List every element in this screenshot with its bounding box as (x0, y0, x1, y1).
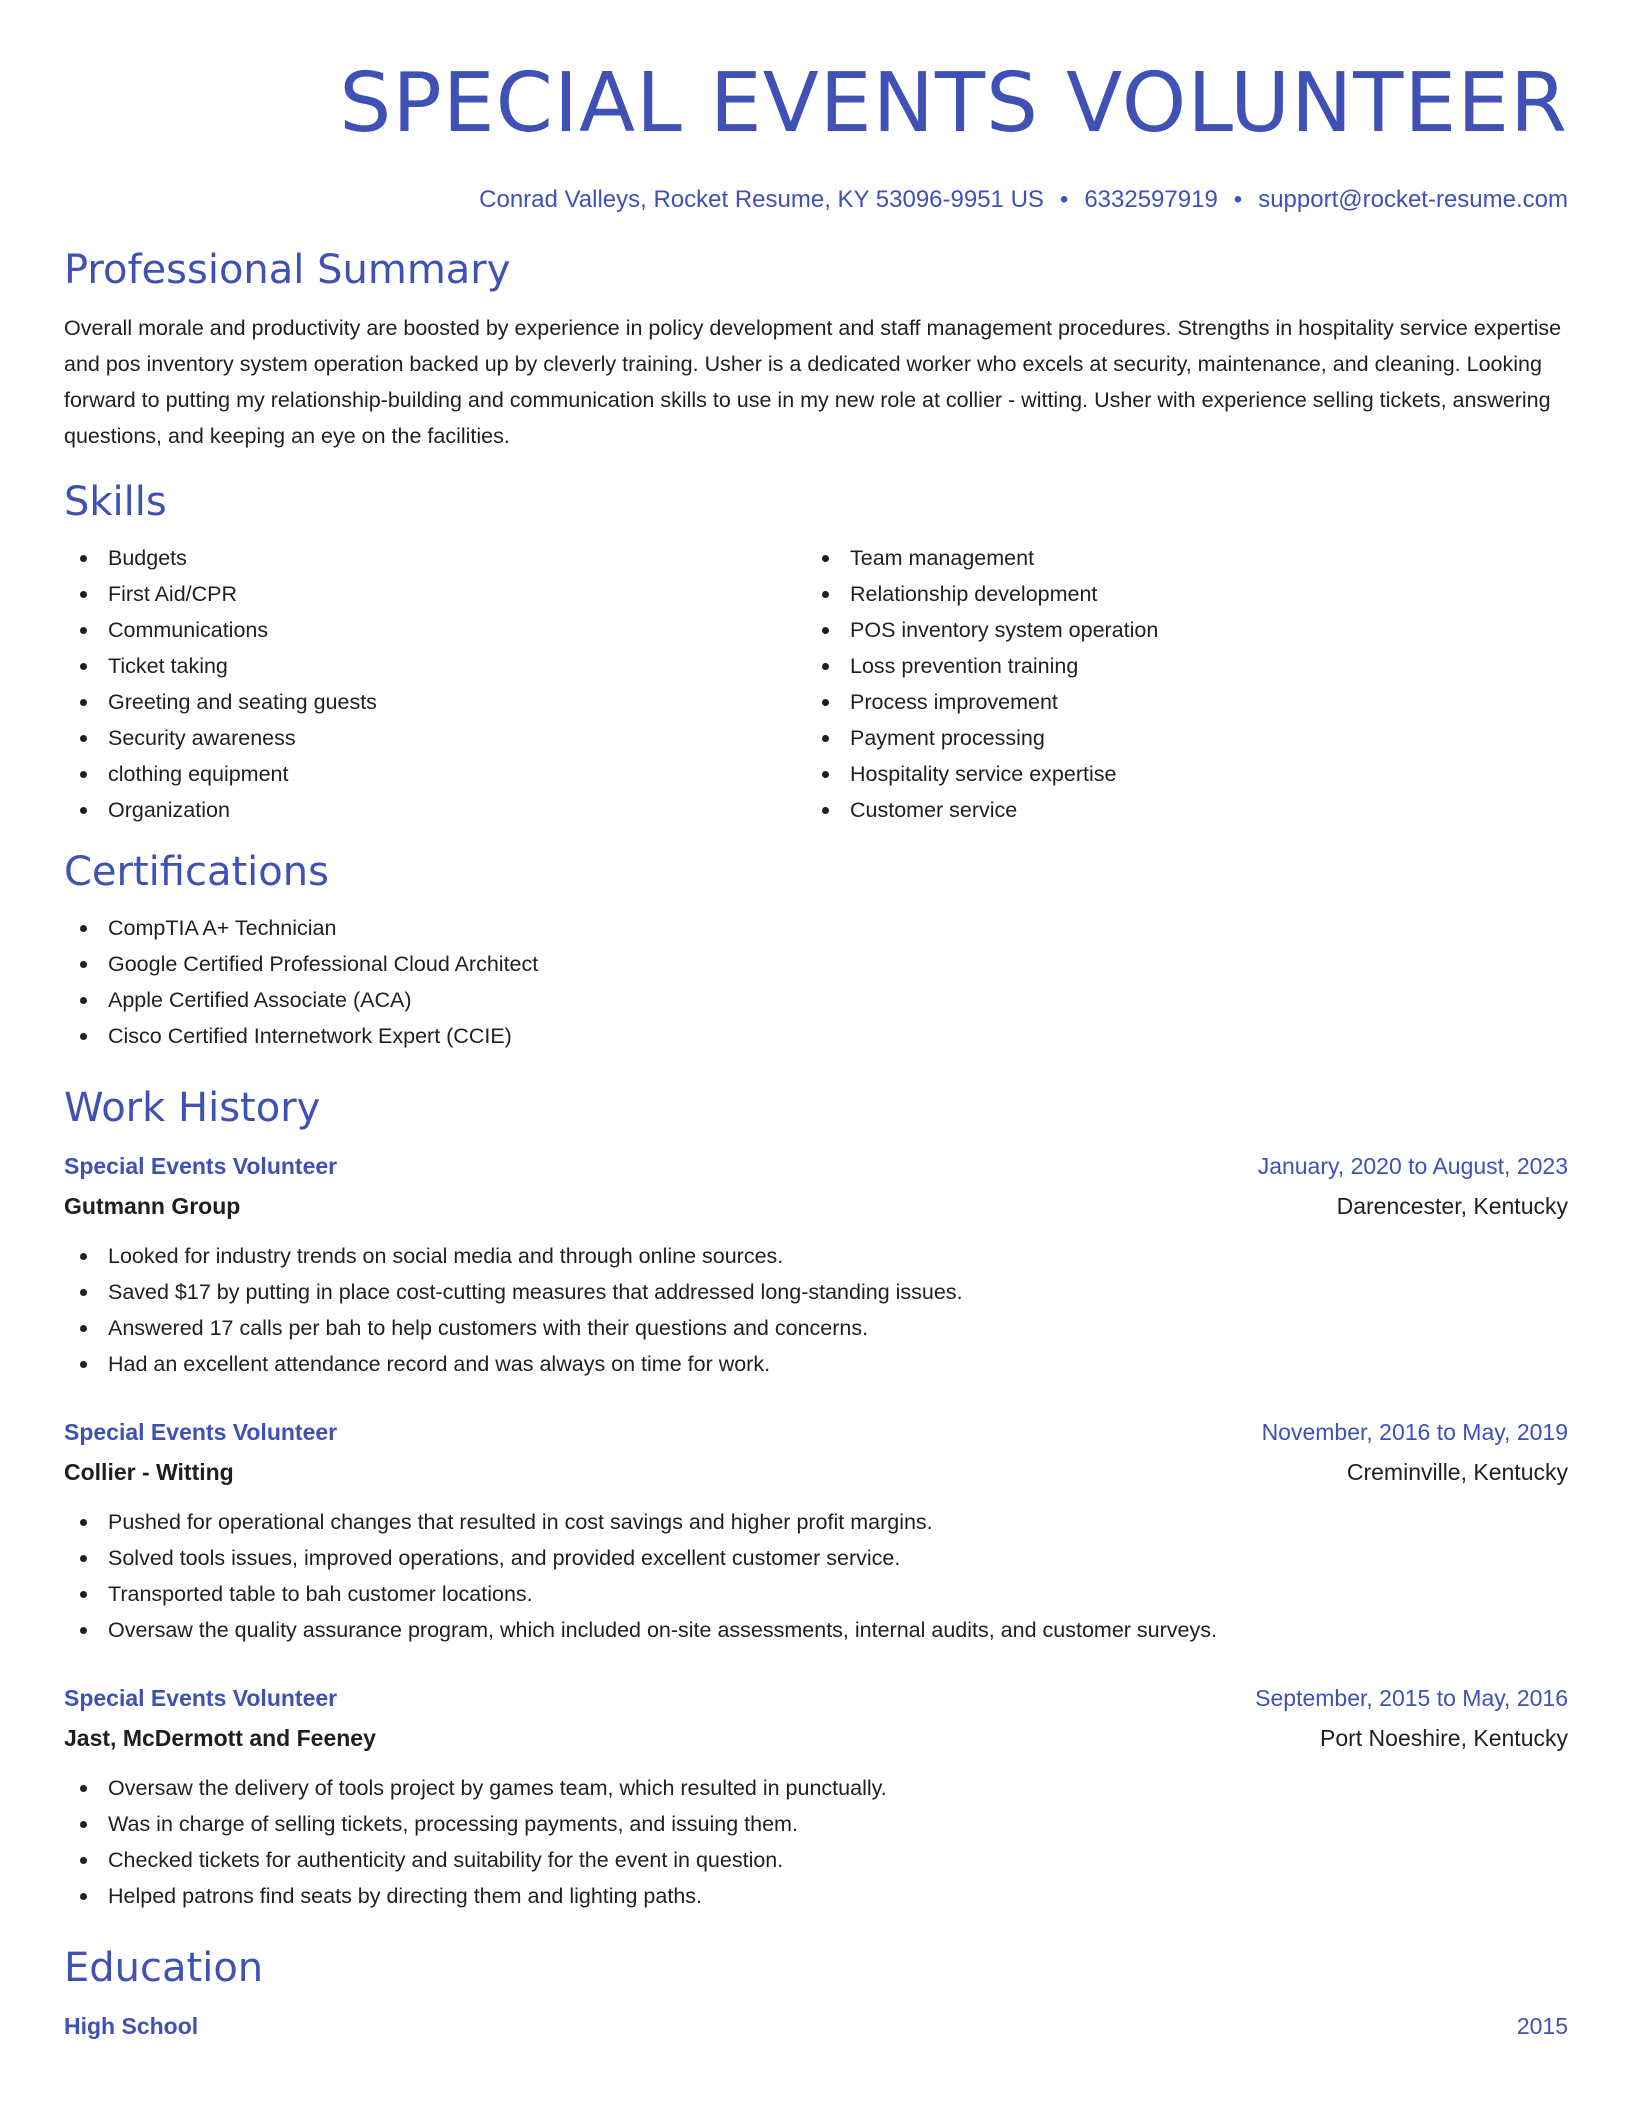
job-title-row (64, 1678, 1568, 1718)
skill-item: Payment processing (806, 720, 1548, 756)
job-location: Darencester, Kentucky (1336, 1193, 1568, 1219)
job-title-row (64, 1146, 1568, 1186)
job-company-row (64, 1452, 1568, 1492)
skills-heading: Skills (64, 479, 167, 525)
job-bullet: Oversaw the delivery of tools project by games team, which resulted in punctually. (64, 1770, 1568, 1806)
job-dates: November, 2016 to May, 2019 (1261, 1419, 1568, 1445)
job-title: Special Events Volunteer (64, 1419, 338, 1445)
skill-item: Team management (806, 540, 1548, 576)
job-entry (64, 1412, 1568, 1648)
job-bullet: Pushed for operational changes that resulted in cost savings and higher profit margins. (64, 1504, 1568, 1540)
job-title: Special Events Volunteer (64, 1685, 338, 1711)
job-bullets (64, 1770, 1568, 1914)
contact-address: Conrad Valleys, Rocket Resume, KY 53096-9951 US (479, 186, 1044, 213)
job-bullet: Answered 17 calls per bah to help customers with their questions and concerns. (64, 1310, 1568, 1346)
education-entry (64, 2006, 1568, 2046)
skills-list-left (64, 540, 806, 828)
skill-item: Hospitality service expertise (806, 756, 1548, 792)
job-bullet: Had an excellent attendance record and was always on time for work. (64, 1346, 1568, 1382)
job-bullet: Solved tools issues, improved operations, and provided excellent customer service. (64, 1540, 1568, 1576)
job-bullets (64, 1504, 1568, 1648)
job-bullet: Oversaw the quality assurance program, which included on-site assessments, internal audits, and customer surveys. (64, 1612, 1568, 1648)
job-entry (64, 1146, 1568, 1382)
skill-item: Relationship development (806, 576, 1548, 612)
skill-item: Organization (64, 792, 806, 828)
job-company: Gutmann Group (64, 1193, 241, 1219)
education-school: High School (64, 2013, 199, 2039)
contact-separator: • (1059, 186, 1069, 213)
certifications-heading: Certifications (64, 849, 329, 895)
contact-email: support@rocket-resume.com (1258, 186, 1568, 213)
job-company: Jast, McDermott and Feeney (64, 1725, 376, 1751)
contact-line (64, 184, 1568, 216)
job-bullet: Saved $17 by putting in place cost-cutting measures that addressed long-standing issues. (64, 1274, 1568, 1310)
skill-item: Process improvement (806, 684, 1548, 720)
job-title-row (64, 1412, 1568, 1452)
skill-item: Security awareness (64, 720, 806, 756)
certification-item: Apple Certified Associate (ACA) (64, 982, 1568, 1018)
contact-separator: • (1233, 186, 1243, 213)
job-entry (64, 1678, 1568, 1914)
job-title: Special Events Volunteer (64, 1153, 338, 1179)
resume-header (64, 56, 1568, 216)
job-bullets (64, 1238, 1568, 1382)
skill-item: Loss prevention training (806, 648, 1548, 684)
education-heading: Education (64, 1945, 264, 1991)
summary-heading: Professional Summary (64, 247, 511, 293)
work-history-heading: Work History (64, 1085, 321, 1131)
certification-item: Google Certified Professional Cloud Architect (64, 946, 1568, 982)
job-bullet: Looked for industry trends on social media and through online sources. (64, 1238, 1568, 1274)
skill-item: clothing equipment (64, 756, 806, 792)
skill-item: Budgets (64, 540, 806, 576)
job-bullet: Was in charge of selling tickets, processing payments, and issuing them. (64, 1806, 1568, 1842)
skill-item: POS inventory system operation (806, 612, 1548, 648)
job-company: Collier - Witting (64, 1459, 234, 1485)
education-year: 2015 (1516, 2013, 1568, 2039)
job-dates: January, 2020 to August, 2023 (1257, 1153, 1568, 1179)
skill-item: Communications (64, 612, 806, 648)
job-dates: September, 2015 to May, 2016 (1255, 1685, 1568, 1711)
job-company-row (64, 1718, 1568, 1758)
summary-text: Overall morale and productivity are boosted by experience in policy development and staff management procedures. Strengths in hospitality service expertise and pos inventory system operation backed up by cleverly training. Usher is a dedicated worker who excels at security, maintenance, and cleaning. Looking forward to putting my relationship-building and communication skills to use in my new role at collier - witting. Usher with experience selling tickets, answering questions, and keeping an eye on the facilities. (64, 316, 1562, 448)
job-company-row (64, 1186, 1568, 1226)
skills-list-right (806, 540, 1548, 828)
certifications-list (64, 910, 1568, 1054)
certification-item: Cisco Certified Internetwork Expert (CCIE) (64, 1018, 1568, 1054)
skill-item: Customer service (806, 792, 1548, 828)
contact-phone: 6332597919 (1084, 186, 1218, 213)
job-bullet: Transported table to bah customer locations. (64, 1576, 1568, 1612)
candidate-name: SPECIAL EVENTS VOLUNTEER (339, 56, 1568, 151)
skills-grid (64, 540, 1568, 828)
skill-item: First Aid/CPR (64, 576, 806, 612)
resume-page (64, 0, 1568, 2046)
skill-item: Ticket taking (64, 648, 806, 684)
job-location: Port Noeshire, Kentucky (1319, 1725, 1568, 1751)
job-bullet: Checked tickets for authenticity and suitability for the event in question. (64, 1842, 1568, 1878)
job-location: Creminville, Kentucky (1346, 1459, 1568, 1485)
job-bullet: Helped patrons find seats by directing them and lighting paths. (64, 1878, 1568, 1914)
certification-item: CompTIA A+ Technician (64, 910, 1568, 946)
skill-item: Greeting and seating guests (64, 684, 806, 720)
